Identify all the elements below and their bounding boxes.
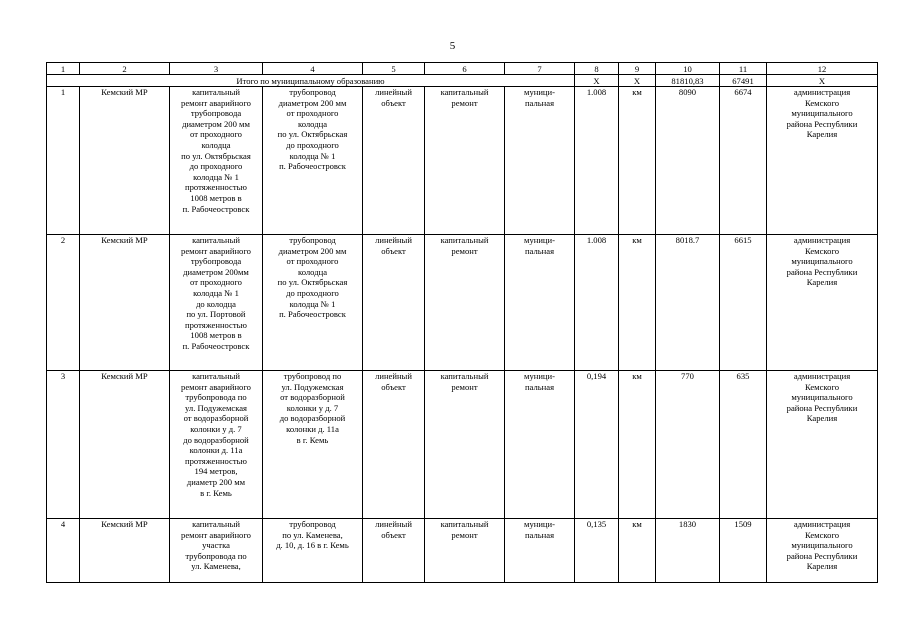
total-cell: 81810,83	[656, 75, 720, 87]
total-cell: 67491	[720, 75, 767, 87]
ownership-cell: муници- пальная	[505, 519, 575, 583]
district-cell: Кемский МР	[80, 519, 170, 583]
customer-cell: администрация Кемского муниципального района Республики Карелия	[767, 519, 878, 583]
work-description-cell: капитальный ремонт аварийного трубопровода по ул. Подужемская от водоразборной колонки у д. 7 до водоразборной колонки д. 11а протяженностью 194 метров, диаметр 200 мм в г. Кемь	[170, 371, 263, 519]
customer-cell: администрация Кемского муниципального района Республики Карелия	[767, 235, 878, 371]
column-number-row	[47, 63, 878, 75]
district-cell: Кемский МР	[80, 371, 170, 519]
object-cell: трубопровод диаметром 200 мм от проходного колодца по ул. Октябрьская до проходного колодца № 1 п. Рабочеостровск	[263, 87, 363, 235]
column-number: 8	[575, 63, 619, 75]
object-type-cell: линейный объект	[363, 235, 425, 371]
length-cell: 1.008	[575, 87, 619, 235]
object-cell: трубопровод диаметром 200 мм от проходного колодца по ул. Октябрьская до проходного колодца № 1 п. Рабочеостровск	[263, 235, 363, 371]
work-description-cell: капитальный ремонт аварийного участка трубопровода по ул. Каменева,	[170, 519, 263, 583]
customer-cell: администрация Кемского муниципального района Республики Карелия	[767, 371, 878, 519]
work-kind-cell: капитальный ремонт	[425, 87, 505, 235]
column-number: 1	[47, 63, 80, 75]
object-cell: трубопровод по ул. Каменева, д. 10, д. 16 в г. Кемь	[263, 519, 363, 583]
length-cell: 0,135	[575, 519, 619, 583]
funding-cell: 635	[720, 371, 767, 519]
object-cell: трубопровод по ул. Подужемская от водоразборной колонки у д. 7 до водоразборной колонки д. 11а в г. Кемь	[263, 371, 363, 519]
cost-cell: 1830	[656, 519, 720, 583]
district-cell: Кемский МР	[80, 235, 170, 371]
ownership-cell: муници- пальная	[505, 87, 575, 235]
funding-cell: 6615	[720, 235, 767, 371]
row-number: 3	[47, 371, 80, 519]
object-type-cell: линейный объект	[363, 519, 425, 583]
total-cell: Х	[575, 75, 619, 87]
total-label: Итого по муниципальному образованию	[47, 75, 575, 87]
row-number: 1	[47, 87, 80, 235]
total-row	[47, 75, 878, 87]
table-row	[47, 235, 878, 371]
table-row	[47, 371, 878, 519]
column-number: 12	[767, 63, 878, 75]
funding-cell: 1509	[720, 519, 767, 583]
ownership-cell: муници- пальная	[505, 371, 575, 519]
work-description-cell: капитальный ремонт аварийного трубопровода диаметром 200мм от проходного колодца № 1 до колодца по ул. Портовой протяженностью 1008 метров в п. Рабочеостровск	[170, 235, 263, 371]
column-number: 4	[263, 63, 363, 75]
column-number: 6	[425, 63, 505, 75]
object-type-cell: линейный объект	[363, 371, 425, 519]
ownership-cell: муници- пальная	[505, 235, 575, 371]
work-description-cell: капитальный ремонт аварийного трубопровода диаметром 200 мм от проходного колодца по ул. Октябрьская до проходного колодца № 1 протяженностью 1008 метров в п. Рабочеостровск	[170, 87, 263, 235]
funding-cell: 6674	[720, 87, 767, 235]
total-cell: Х	[619, 75, 656, 87]
program-table	[46, 62, 878, 583]
row-number: 2	[47, 235, 80, 371]
column-number: 7	[505, 63, 575, 75]
work-kind-cell: капитальный ремонт	[425, 519, 505, 583]
column-number: 3	[170, 63, 263, 75]
unit-cell: км	[619, 371, 656, 519]
cost-cell: 8090	[656, 87, 720, 235]
total-cell: Х	[767, 75, 878, 87]
column-number: 11	[720, 63, 767, 75]
table-row	[47, 87, 878, 235]
unit-cell: км	[619, 87, 656, 235]
column-number: 2	[80, 63, 170, 75]
column-number: 10	[656, 63, 720, 75]
work-kind-cell: капитальный ремонт	[425, 235, 505, 371]
cost-cell: 770	[656, 371, 720, 519]
row-number: 4	[47, 519, 80, 583]
unit-cell: км	[619, 235, 656, 371]
column-number: 9	[619, 63, 656, 75]
column-number: 5	[363, 63, 425, 75]
cost-cell: 8018.7	[656, 235, 720, 371]
table-row	[47, 519, 878, 583]
length-cell: 0,194	[575, 371, 619, 519]
district-cell: Кемский МР	[80, 87, 170, 235]
customer-cell: администрация Кемского муниципального района Республики Карелия	[767, 87, 878, 235]
unit-cell: км	[619, 519, 656, 583]
object-type-cell: линейный объект	[363, 87, 425, 235]
page-number: 5	[449, 40, 456, 52]
work-kind-cell: капитальный ремонт	[425, 371, 505, 519]
length-cell: 1.008	[575, 235, 619, 371]
